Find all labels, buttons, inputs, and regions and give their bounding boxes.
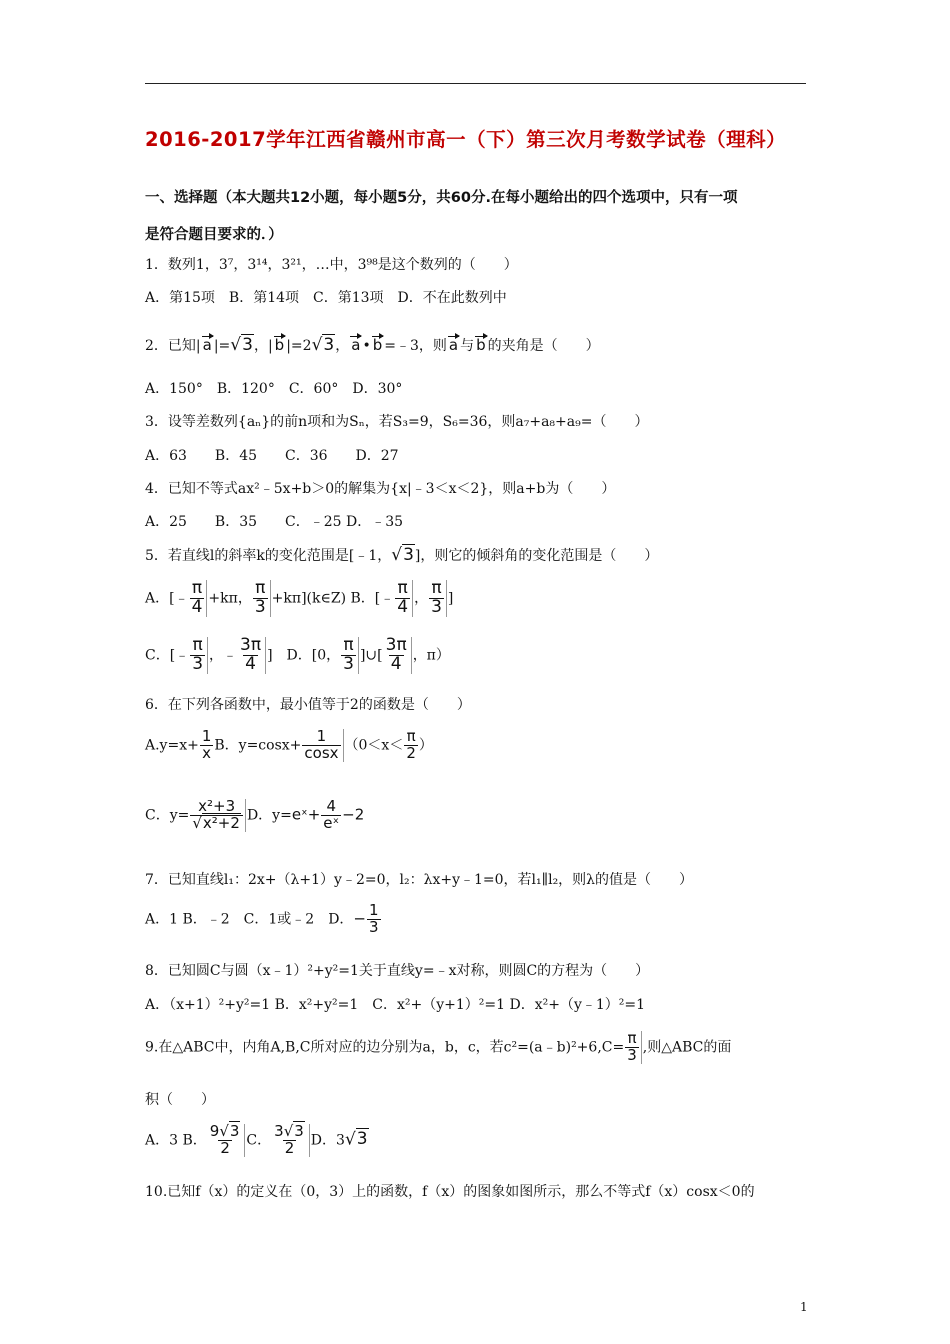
section-heading-line1: 一、选择题（本大题共12小题，每小题5分，共60分.在每小题给出的四个选项中，只有一项: [145, 190, 738, 206]
question-6-options-cd: C．y= $\frac{\text{x²+3}}{\text{√x²+2}}$ D．y=eˣ+ $\frac{4}{\text{eˣ}}$ −2: [145, 797, 365, 832]
question-8-options: A．（x+1）²+y²=1 B．x²+y²=1 C．x²+（y+1）²=1 D．x²+（y﹣1）²=1: [145, 997, 646, 1013]
fraction-pi-over-3: $\frac{\pi}{3}$: [253, 580, 271, 617]
fraction-pi-over-2: $\frac{\pi}{2}$: [406, 727, 416, 762]
page-number: 1: [800, 1300, 808, 1314]
fraction-3sqrt3-over-2: $\frac{3√3}{2}$: [272, 1124, 310, 1157]
question-4: 4．已知不等式ax²﹣5x+b＞0的解集为{x|﹣3＜x＜2}，则a+b为（ ）: [145, 481, 616, 497]
sqrt-3: √3: [344, 1129, 368, 1150]
question-1-options: A．第15项 B．第14项 C．第13项 D．不在此数列中: [145, 290, 507, 306]
fraction-1-over-x: $\frac{1}{x}$: [201, 727, 212, 762]
question-7-options: A．1 B．﹣2 C．1或﹣2 D．− $\frac{1}{3}$: [145, 901, 379, 936]
sqrt-3: √3: [391, 545, 414, 565]
sqrt-3: √3: [311, 335, 335, 355]
header-rule: [145, 83, 806, 84]
question-3: 3．设等差数列{aₙ}的前n项和为Sₙ，若S₃=9，S₆=36，则a₇+a₈+a₉=（ ）: [145, 414, 649, 430]
vector-a: a: [448, 336, 459, 354]
fraction-3pi-over-4: $\frac{3\pi}{4}$: [384, 637, 412, 674]
question-8: 8．已知圆C与圆（x﹣1）²+y²=1关于直线y=﹣x对称，则圆C的方程为（ ）: [145, 963, 650, 979]
fraction-9sqrt3-over-2: $\frac{9√3}{2}$: [208, 1124, 246, 1157]
fraction-pi-over-3: $\frac{\pi}{3}$: [625, 1031, 642, 1064]
fraction-pi-over-3: $\frac{\pi}{3}$: [190, 637, 208, 674]
q2-prefix: 2．已知|: [145, 338, 201, 354]
fraction-x2-plus-3-over-sqrt: $\frac{\text{x²+3}}{\text{√x²+2}}$: [190, 799, 246, 832]
section-heading-line2: 是符合题目要求的．）: [145, 227, 283, 243]
fraction-4-over-ex: $\frac{4}{\text{eˣ}}$: [323, 797, 340, 832]
question-5: 5．若直线l的斜率k的变化范围是[﹣1，√3]，则它的倾斜角的变化范围是（ ）: [145, 545, 659, 565]
question-6-options-ab: A.y=x+ $\frac{1}{x}$ B．y=cosx+ $\frac{1}{\cos x}$ （0＜x＜ $\frac{\pi}{2}$ ）: [145, 727, 433, 762]
fraction-pi-over-4: $\frac{\pi}{4}$: [395, 580, 413, 617]
fraction-pi-over-3: $\frac{\pi}{3}$: [341, 637, 359, 674]
page-title: 2016-2017学年江西省赣州市高一（下）第三次月考数学试卷（理科）: [145, 128, 787, 151]
question-9-line2: 积（ ）: [145, 1092, 215, 1108]
question-6: 6．在下列各函数中，最小值等于2的函数是（ ）: [145, 697, 471, 713]
question-9: 9.在△ABC中，内角A,B,C所对应的边分别为a，b，c，若c²=(a﹣b)²+6,C= $\frac{\pi}{3}$ ,则△ABC的面: [145, 1029, 732, 1064]
vector-b: b: [274, 336, 285, 354]
question-7: 7．已知直线l₁：2x+（λ+1）y﹣2=0，l₂：λx+y﹣1=0，若l₁∥l₂，则λ的值是（ ）: [145, 872, 694, 888]
question-3-options: A．63 B．45 C．36 D．27: [145, 448, 399, 464]
question-4-options: A．25 B．35 C．﹣25 D．﹣35: [145, 514, 404, 530]
fraction-3pi-over-4: $\frac{3\pi}{4}$: [238, 637, 266, 674]
sqrt-3: √3: [230, 335, 253, 355]
vector-b: b: [372, 336, 383, 354]
question-2: 2．已知| a |=√3，| b |=2√3， a • b =﹣3，则 a 与 b 的夹角是（ ）: [145, 335, 600, 355]
vector-a: a: [351, 336, 361, 354]
question-10: 10.已知f（x）的定义在（0，3）上的函数，f（x）的图象如图所示，那么不等式f（x）cosx＜0的: [145, 1184, 755, 1200]
vector-a: a: [202, 336, 212, 354]
fraction-1-over-cosx: $\frac{1}{\cos x}$: [302, 729, 343, 762]
question-2-options: A．150° B．120° C．60° D．30°: [145, 381, 403, 397]
question-9-options: A．3 B． $\frac{9√3}{2}$ C． $\frac{3√3}{2}$ D．3√3: [145, 1122, 368, 1157]
fraction-pi-over-3: $\frac{\pi}{3}$: [429, 580, 447, 617]
question-1: 1．数列1，3⁷，3¹⁴，3²¹，…中，3⁹⁸是这个数列的（ ）: [145, 257, 518, 273]
fraction-1-over-3: $\frac{1}{3}$: [369, 901, 379, 936]
question-5-options-ab: A．[﹣ $\frac{\pi}{4}$ +kπ， $\frac{\pi}{3}$ +kπ](k∈Z) B．[﹣ $\frac{\pi}{4}$ ， $\frac{\pi}{3}$ ]: [145, 578, 454, 617]
vector-b: b: [476, 336, 486, 354]
fraction-pi-over-4: $\frac{\pi}{4}$: [190, 580, 208, 617]
question-5-options-cd: C．[﹣ $\frac{\pi}{3}$ ，﹣ $\frac{3\pi}{4}$ ] D．[0， $\frac{\pi}{3}$ ]∪[ $\frac{3\pi}{4}$ ，π）: [145, 635, 450, 674]
